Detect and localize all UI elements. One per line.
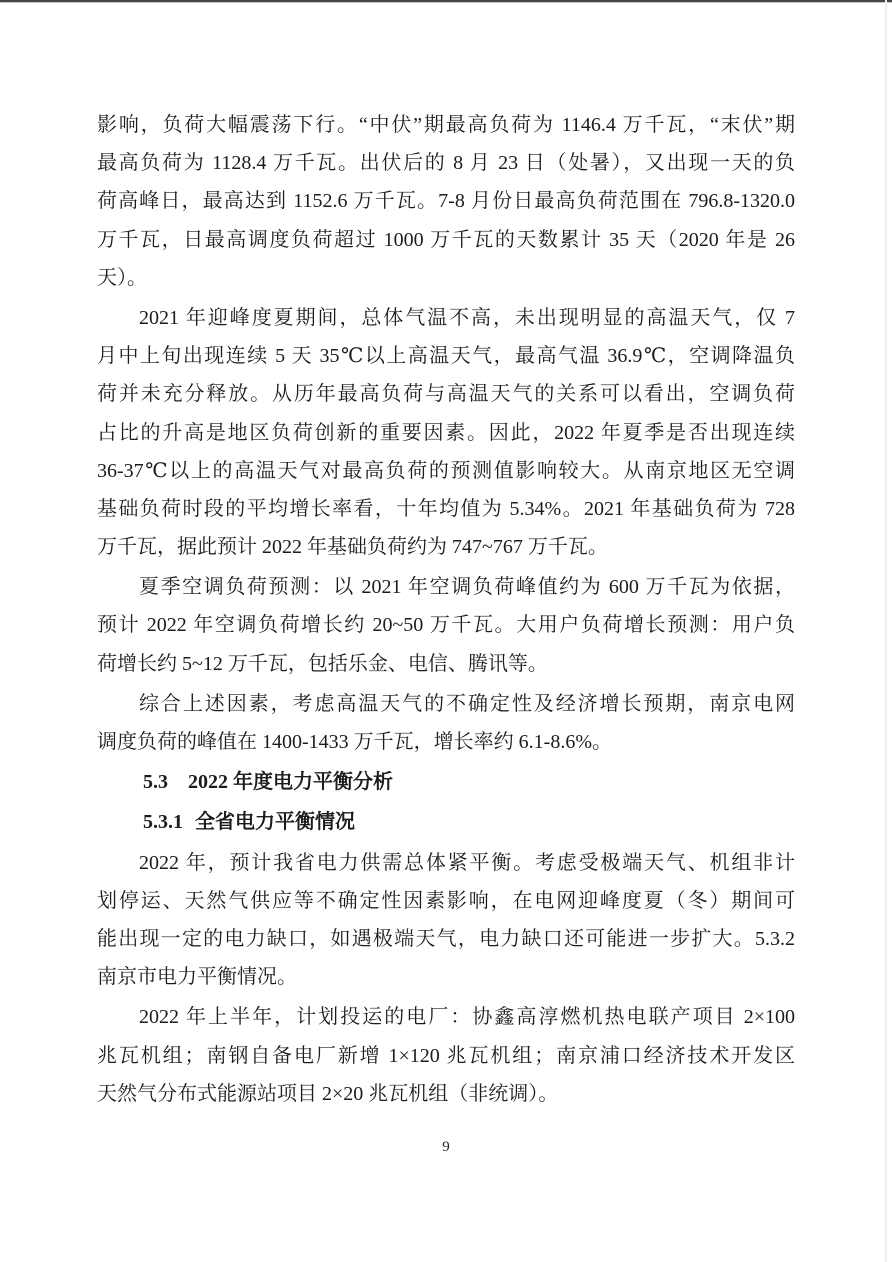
heading-title: 2022 年度电力平衡分析 (188, 771, 393, 794)
text-line: 荷并未充分释放。从历年最高负荷与高温天气的关系可以看出，空调负荷 (97, 383, 795, 406)
document-body (97, 106, 795, 1113)
text-line: 夏季空调负荷预测：以 2021 年空调负荷峰值约为 600 万千瓦为依据， (139, 576, 795, 599)
text-line: 36-37℃以上的高温天气对最高负荷的预测值影响较大。从南京地区无空调 (97, 459, 795, 482)
text-line: 预计 2022 年空调负荷增长约 20~50 万千瓦。大用户负荷增长预测：用户负 (97, 614, 795, 637)
text-line: 月中上旬出现连续 5 天 35℃以上高温天气，最高气温 36.9℃，空调降温负 (97, 345, 795, 368)
text-line: 天然气分布式能源站项目 2×20 兆瓦机组（非统调）。 (97, 1082, 559, 1105)
page-number: 9 (442, 1139, 450, 1155)
section-heading-5-3-1 (97, 803, 795, 841)
text-line: 2022 年上半年，计划投运的电厂：协鑫高淳燃机热电联产项目 2×100 (139, 1006, 795, 1029)
text-line: 2022 年，预计我省电力供需总体紧平衡。考虑受极端天气、机组非计 (139, 851, 795, 874)
text-line: 荷增长约 5~12 万千瓦，包括乐金、电信、腾讯等。 (97, 652, 548, 675)
text-line: 荷高峰日，最高达到 1152.6 万千瓦。7-8 月份日最高负荷范围在 796.8-1320.0 (97, 190, 795, 213)
paragraph (97, 299, 795, 566)
text-line: 划停运、天然气供应等不确定性因素影响，在电网迎峰度夏（冬）期间可 (97, 889, 795, 912)
text-line: 调度负荷的峰值在 1400-1433 万千瓦，增长率约 6.1-8.6%。 (97, 731, 612, 753)
text-line: 兆瓦机组；南钢自备电厂新增 1×120 兆瓦机组；南京浦口经济技术开发区 (97, 1044, 795, 1067)
text-line: 综合上述因素，考虑高温天气的不确定性及经济增长预期，南京电网 (139, 692, 795, 715)
page-right-edge (885, 0, 887, 1262)
paragraph (97, 998, 795, 1113)
text-line: 2021 年迎峰度夏期间，总体气温不高，未出现明显的高温天气，仅 7 (139, 306, 795, 329)
text-line: 基础负荷时段的平均增长率看，十年均值为 5.34%。2021 年基础负荷为 728 (97, 497, 795, 520)
paragraph (97, 685, 795, 761)
text-line: 最高负荷为 1128.4 万千瓦。出伏后的 8 月 23 日（处暑），又出现一天的负 (97, 152, 795, 175)
text-line: 万千瓦，日最高调度负荷超过 1000 万千瓦的天数累计 35 天（2020 年是 26 (97, 228, 795, 251)
paragraph (97, 106, 795, 297)
paragraph (97, 568, 795, 683)
heading-number: 5.3 (143, 771, 168, 794)
section-heading-5-3 (97, 763, 795, 801)
text-line: 南京市电力平衡情况。 (97, 966, 297, 989)
text-line: 占比的升高是地区负荷创新的重要因素。因此，2022 年夏季是否出现连续 (97, 421, 795, 444)
page-top-edge (0, 0, 892, 2)
paragraph (97, 844, 795, 997)
text-line: 影响，负荷大幅震荡下行。“中伏”期最高负荷为 1146.4 万千瓦，“末伏”期 (97, 114, 795, 136)
heading-number: 5.3.1 (143, 811, 183, 834)
text-line: 能出现一定的电力缺口，如遇极端天气，电力缺口还可能进一步扩大。5.3.2 (97, 927, 795, 950)
text-line: 万千瓦，据此预计 2022 年基础负荷约为 747~767 万千瓦。 (97, 536, 608, 559)
text-line: 天）。 (97, 266, 147, 289)
heading-title: 全省电力平衡情况 (195, 811, 355, 834)
